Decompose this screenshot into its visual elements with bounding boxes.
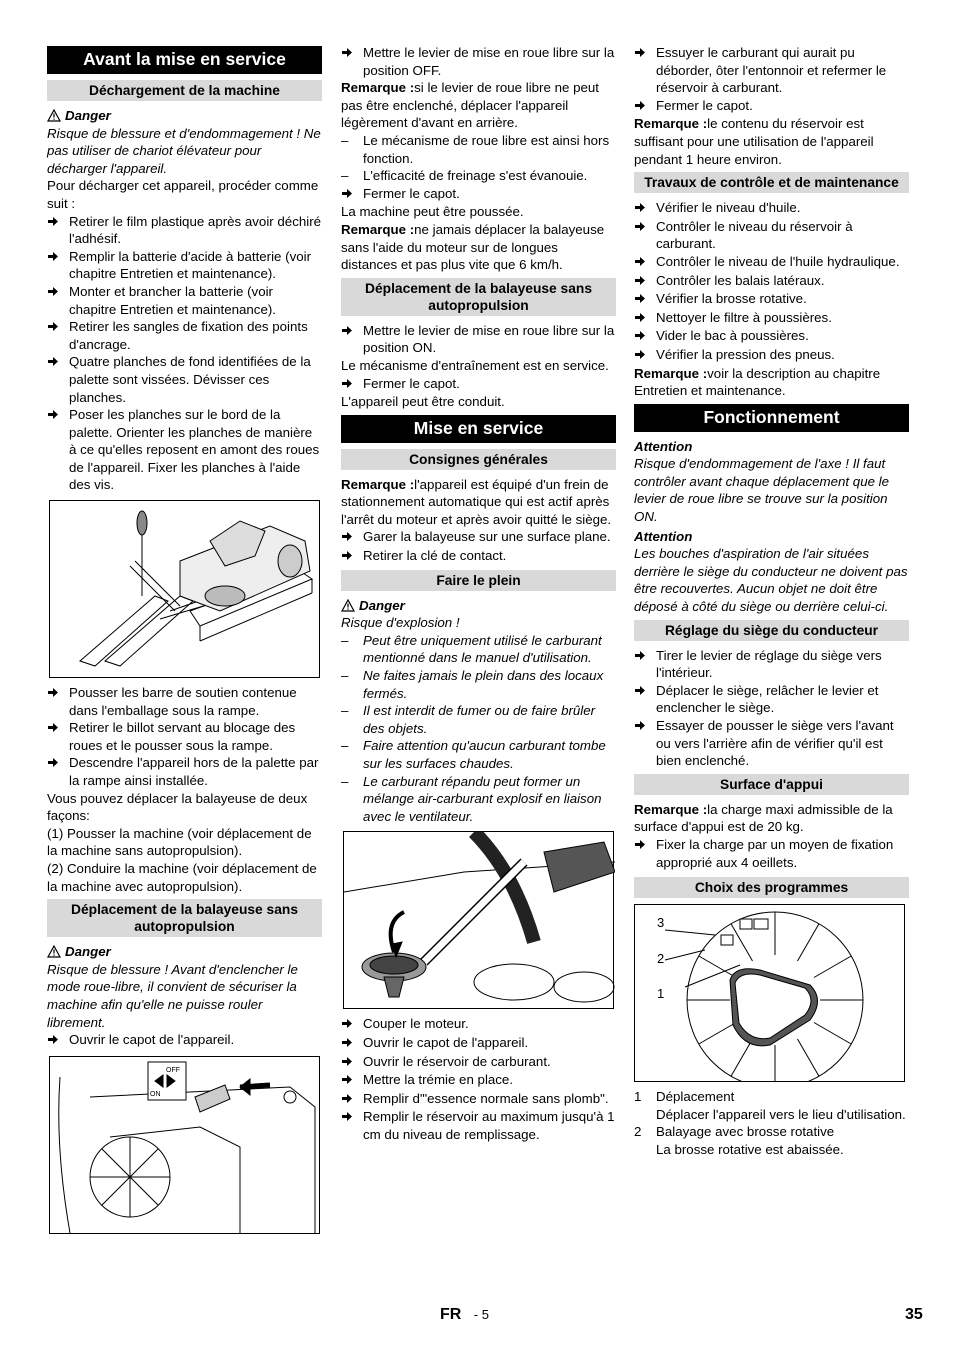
paragraph: Le mécanisme d'entraînement est en service. — [341, 357, 609, 373]
arrow-right-icon — [634, 293, 646, 304]
arrow-right-icon — [341, 1037, 353, 1048]
attention-heading: Attention — [634, 528, 693, 544]
step-list — [47, 213, 322, 495]
danger-text: Risque de blessure et d'endommagement ! Ne pas utiliser de chariot élévateur pour décharger l'appareil. — [47, 125, 321, 176]
arrow-right-icon — [47, 286, 59, 297]
step-item: Fermer le capot. — [634, 97, 909, 116]
heading-travaux: Travaux de contrôle et de maintenance — [634, 172, 909, 193]
dash-item: – Le carburant répandu peut former un mélange air-carburant explosif en liaison avec le ventilateur. — [341, 773, 602, 824]
step-item: Mettre la trémie en place. — [341, 1071, 616, 1090]
danger-heading: Danger — [341, 597, 616, 615]
arrow-right-icon — [341, 550, 353, 561]
step-item: Nettoyer le filtre à poussières. — [634, 309, 909, 328]
paragraph: (1) Pousser la machine (voir déplacement de la machine sans autopropulsion). — [47, 825, 312, 859]
figure-refuel — [343, 831, 614, 1009]
dash-item: – L'efficacité de freinage s'est évanouie. — [341, 168, 588, 184]
warning-triangle-icon — [47, 109, 61, 122]
step-item: Contrôler le niveau du réservoir à carburant. — [634, 218, 909, 253]
step-item: Essayer de pousser le siège vers l'avant ou vers l'arrière afin de vérifier qu'il est bien enclenché. — [634, 717, 909, 770]
arrow-right-icon — [341, 188, 353, 199]
dial-segment-line — [699, 1023, 736, 1045]
arrow-right-icon — [47, 321, 59, 332]
step-item: Mettre le levier de mise en roue libre sur la position ON. — [341, 322, 616, 357]
step-list — [634, 44, 909, 115]
heading-mise-en-service: Mise en service — [341, 415, 616, 443]
arrow-right-icon — [634, 330, 646, 341]
step-item: Vérifier la brosse rotative. — [634, 290, 909, 309]
list-item: 1 Déplacement Déplacer l'appareil vers le lieu d'utilisation. — [634, 1089, 906, 1122]
arrow-right-icon — [47, 356, 59, 367]
step-item: Déplacer le siège, relâcher le levier et enclencher le siège. — [634, 682, 909, 717]
step-item: Remplir d'"essence normale sans plomb". — [341, 1090, 616, 1109]
warning-triangle-icon — [341, 599, 355, 612]
arrow-right-icon — [47, 1034, 59, 1045]
step-item: Remplir la batterie d'acide à batterie (voir chapitre Entretien et maintenance). — [47, 248, 322, 283]
step-item: Ouvrir le capot de l'appareil. — [341, 1034, 616, 1053]
arrow-right-icon — [634, 47, 646, 58]
dash-item: – Ne faites jamais le plein dans des locaux fermés. — [341, 668, 604, 701]
step-item: Fixer la charge par un moyen de fixation approprié aux 4 oeillets. — [634, 836, 909, 871]
step-item: Fermer le capot. — [341, 375, 616, 394]
arrow-right-icon — [47, 216, 59, 227]
arrow-right-icon — [634, 221, 646, 232]
step-item: Tirer le levier de réglage du siège vers l'intérieur. — [634, 647, 909, 682]
arrow-right-icon — [341, 1093, 353, 1104]
remark: Remarque :le contenu du réservoir est suffisant pour une utilisation de l'appareil pendant 1 heure environ. — [634, 116, 874, 167]
figure-lever — [49, 1056, 320, 1234]
column-2 — [341, 44, 616, 1144]
attention-text: Les bouches d'aspiration de l'air situées derrière le siège du conducteur ne doivent pas être recouvertes. Aucun objet ne doit être déposé à côté du siège ou derrière celui-ci. — [634, 546, 908, 615]
heading-consignes: Consignes générales — [341, 449, 616, 470]
figure-program-dial — [634, 904, 905, 1082]
arrow-right-icon — [47, 687, 59, 698]
page-number: 35 — [905, 1306, 923, 1323]
step-item: Couper le moteur. — [341, 1015, 616, 1034]
dash-item: – Il est interdit de fumer ou de faire brûler des objets. — [341, 703, 596, 736]
step-item: Fermer le capot. — [341, 185, 616, 204]
program-dial-illustration — [635, 905, 904, 1081]
attention-text: Risque d'endommagement de l'axe ! Il faut contrôler avant chaque déplacement que le levier de roue libre se trouve sur la position ON. — [634, 456, 890, 525]
step-item: Retirer le billot servant au blocage des roues et le pousser sous la rampe. — [47, 719, 322, 754]
list-item: 2 Balayage avec brosse rotative La brosse rotative est abaissée. — [634, 1124, 844, 1157]
arrow-right-icon — [47, 722, 59, 733]
remark: Remarque :l'appareil est équipé d'un frein de stationnement automatique qui est actif après l'arrêt du moteur et après avoir quitté le siège. — [341, 476, 612, 527]
paragraph: La machine peut être poussée. — [341, 204, 524, 220]
step-list — [341, 1015, 616, 1143]
dash-item: – Faire attention qu'aucun carburant tombe sur les surfaces chaudes. — [341, 738, 606, 771]
step-item: Pousser les barre de soutien contenue dans l'emballage sous la rampe. — [47, 684, 322, 719]
arrow-right-icon — [341, 531, 353, 542]
paragraph: (2) Conduire la machine (voir déplacement de la machine avec autopropulsion). — [47, 861, 317, 894]
step-item: Contrôler le niveau de l'huile hydraulique. — [634, 253, 909, 272]
column-3 — [634, 44, 909, 1159]
dial-segment-line — [814, 1023, 851, 1045]
column-1 — [47, 44, 322, 1240]
step-item: Poser les planches sur le bord de la palette. Orienter les planches de manière à ce qu'elles reposent en amont des roues de l'appareil. Fixer les planches à l'aide des vis. — [47, 406, 322, 494]
dial-label-2: 2 — [657, 951, 665, 967]
arrow-right-icon — [634, 839, 646, 850]
arrow-right-icon — [634, 650, 646, 661]
step-item: Vérifier le niveau d'huile. — [634, 199, 909, 218]
dash-item: – Peut être uniquement utilisé le carburant mentionné dans le manuel d'utilisation. — [341, 632, 602, 666]
step-item: Descendre l'appareil hors de la palette par la rampe ainsi installée. — [47, 754, 322, 789]
dial-label-1: 1 — [657, 986, 665, 1002]
arrow-right-icon — [634, 275, 646, 286]
remark: Remarque :si le levier de roue libre ne peut pas être enclenché, déplacer l'appareil légèrement d'avant en arrière. — [341, 80, 599, 131]
arrow-right-icon — [634, 256, 646, 267]
dash-item: – Le mécanisme de roue libre est ainsi hors fonction. — [341, 132, 610, 166]
arrow-right-icon — [47, 251, 59, 262]
danger-text: Risque d'explosion ! — [341, 615, 460, 631]
dial-segment-line — [814, 956, 851, 978]
arrow-right-icon — [341, 47, 353, 58]
off-label: OFF — [166, 1066, 180, 1074]
step-item: Contrôler les balais latéraux. — [634, 272, 909, 291]
arrow-right-icon — [47, 757, 59, 768]
heading-choix-programmes: Choix des programmes — [634, 877, 909, 898]
danger-heading: Danger — [47, 943, 322, 961]
arrow-right-icon — [341, 1018, 353, 1029]
step-item: Retirer les sangles de fixation des points d'ancrage. — [47, 318, 322, 353]
dash-list — [341, 632, 616, 826]
arrow-right-icon — [341, 378, 353, 389]
heading-avant-mise-en-service: Avant la mise en service — [47, 46, 322, 74]
numbered-list — [634, 1088, 909, 1158]
danger-text: Risque de blessure ! Avant d'enclencher le mode roue-libre, il convient de sécuriser la machine afin qu'elle ne puisse rouler librement. — [47, 961, 298, 1030]
step-item: Mettre le levier de mise en roue libre sur la position OFF. — [341, 44, 616, 79]
arrow-right-icon — [341, 1074, 353, 1085]
step-list — [634, 647, 909, 770]
dash-list — [341, 132, 616, 185]
arrow-right-icon — [634, 349, 646, 360]
step-list — [634, 199, 909, 364]
danger-heading: Danger — [47, 107, 322, 125]
remark: Remarque :voir la description au chapitre Entretien et maintenance. — [634, 365, 881, 399]
step-item: Ouvrir le réservoir de carburant. — [341, 1053, 616, 1072]
lever-illustration — [50, 1057, 321, 1233]
footer-lang: FR - 5 — [440, 1306, 489, 1323]
paragraph: L'appareil peut être conduit. — [341, 394, 505, 410]
attention-heading: Attention — [634, 438, 693, 454]
heading-faire-le-plein: Faire le plein — [341, 570, 616, 591]
dial-segment-line — [798, 924, 820, 961]
step-list — [47, 684, 322, 790]
paragraph: Pour décharger cet appareil, procéder comme suit : — [47, 178, 319, 211]
arrow-right-icon — [634, 685, 646, 696]
remark: Remarque :ne jamais déplacer la balayeuse sans l'aide du moteur sur de longues distances et pas plus vite que 6 km/h. — [341, 221, 605, 273]
arrow-right-icon — [47, 409, 59, 420]
step-item: Retirer la clé de contact. — [341, 547, 616, 566]
step-list — [341, 528, 616, 565]
arrow-right-icon — [634, 202, 646, 213]
dial-label-3: 3 — [657, 915, 665, 931]
arrow-right-icon — [634, 720, 646, 731]
arrow-right-icon — [341, 1056, 353, 1067]
on-label: ON — [150, 1090, 161, 1098]
arrow-right-icon — [634, 100, 646, 111]
step-item: Remplir le réservoir au maximum jusqu'à 1 cm du niveau de remplissage. — [341, 1108, 616, 1143]
dial-segment-line — [731, 1039, 753, 1076]
arrow-right-icon — [634, 312, 646, 323]
heading-deplacement: Déplacement de la balayeuse sans autopropulsion — [47, 899, 322, 937]
heading-fonctionnement: Fonctionnement — [634, 404, 909, 432]
dial-segment-line — [798, 1039, 820, 1076]
step-item: Retirer le film plastique après avoir déchiré l'adhésif. — [47, 213, 322, 248]
ramp-illustration — [50, 501, 321, 677]
remark: Remarque :la charge maxi admissible de la surface d'appui est de 20 kg. — [634, 801, 893, 835]
step-item: Vérifier la pression des pneus. — [634, 346, 909, 365]
step-item: Quatre planches de fond identifiées de la palette sont vissées. Dévisser ces planches. — [47, 353, 322, 406]
heading-deplacement: Déplacement de la balayeuse sans autopropulsion — [341, 278, 616, 316]
heading-reglage-siege: Réglage du siège du conducteur — [634, 620, 909, 641]
step-item: Monter et brancher la batterie (voir chapitre Entretien et maintenance). — [47, 283, 322, 318]
paragraph: Vous pouvez déplacer la balayeuse de deux façons: — [47, 790, 308, 824]
step-item: Garer la balayeuse sur une surface plane. — [341, 528, 616, 547]
heading-dechargement: Déchargement de la machine — [47, 80, 322, 101]
step-item: Essuyer le carburant qui aurait pu déborder, ôter l'entonnoir et refermer le réservoir à carburant. — [634, 44, 909, 97]
refuel-illustration — [344, 832, 615, 1008]
arrow-right-icon — [341, 1111, 353, 1122]
step-item: Ouvrir le capot de l'appareil. — [47, 1031, 322, 1050]
heading-surface-appui: Surface d'appui — [634, 774, 909, 795]
step-item: Vider le bac à poussières. — [634, 327, 909, 346]
warning-triangle-icon — [47, 945, 61, 958]
arrow-right-icon — [341, 325, 353, 336]
figure-ramp — [49, 500, 320, 678]
